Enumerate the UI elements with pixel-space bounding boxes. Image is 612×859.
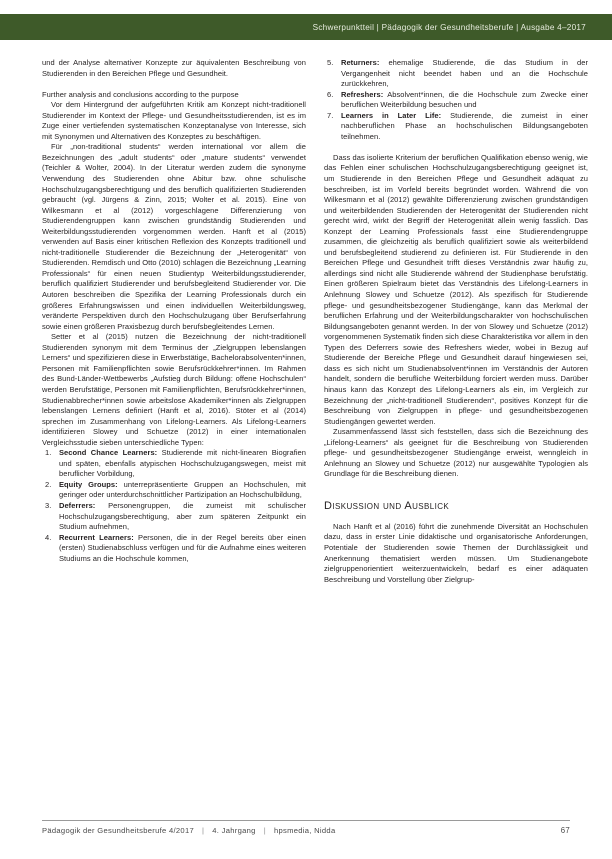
- footer-separator: |: [263, 826, 266, 835]
- list-item-text: unterrepräsentierte Gruppen an Hochschulen, mit geringer oder unterdurchschnittlicher Partizipation an Hochschulbildung,: [59, 479, 306, 500]
- list-item: [324, 111, 588, 143]
- list-item-body: [59, 533, 306, 565]
- paragraph: Für „non-traditional students“ werden international vor allem die Bezeichnungen des „adult students“ oder „mature students“ verwendet (Teichler & Wolter, 2004). In der Literatur werden zudem die synonyme Verwendung des Studierenden ohne Abitur bzw. ohne schulische Hochschulzugangsberechtigung und des beruflich qualifizierten Studierenden gebraucht (vgl. Jürgens & Zinn, 2015; Wolter et al. 2015). Eine von Wilkesmann et al (2012) vorgeschlagene Differenzierung von Studierendengruppen kann zwischen grundständig Studierenden und Weiterbildungsstudierenden vorgenommen werden. Hanft et al (2015) verwenden auf Basis einer kritischen Reflexion des Konzepts traditionell und nicht-traditionelle Studierender die Bezeichnung der „Heterogenität“ von Studierenden. Remdisch und Otto (2010) schlagen die Bezeichnung „Learning Professionals“ für einen neuen Studientyp Weiterbildungsstudierender, beruflich qualifiziert Studierender und berufsbegleitend Studierender vor. Die Autoren beschreiben die Spezifika der Learning Professionals durch ein größeres Erfahrungswissen und einen individuellen Weiterbildungsweg, veränderte Perspektiven durch den Hochschulzugang über Berufserfahrung sowie einen größeren Praxisbezug durch berufsbegleitendes Lernen.: [42, 142, 306, 331]
- list-item-body: [341, 58, 588, 90]
- right-column: [324, 58, 588, 812]
- footer-separator: |: [202, 826, 205, 835]
- list-item: [324, 58, 588, 90]
- list-item-text: Studierende mit nicht-linearen Biografien und späten, ebenfalls atypischen Hochschulzugangswegen, meist mit beruflicher Vorbildung,: [59, 448, 306, 479]
- list-item-number: 3.: [45, 500, 52, 510]
- list-item-lead: Deferrers:: [59, 500, 96, 510]
- list-item-text: ehemalige Studierende, die das Studium in der Vergangenheit nicht beendet haben und an die Hochschule zurückkehren,: [341, 58, 588, 89]
- list-item-lead: Learners in Later Life:: [341, 110, 442, 120]
- paragraph: und der Analyse alternativer Konzepte zur äquivalenten Beschreibung von Studierenden in den Bereichen Pflege und Gesundheit.: [42, 58, 306, 78]
- footer-publisher: hpsmedia, Nidda: [273, 826, 336, 835]
- page-footer: [42, 820, 570, 835]
- list-item-lead: Refreshers:: [341, 89, 384, 99]
- footer-citation: [42, 826, 337, 835]
- footer-journal: Pädagogik der Gesundheitsberufe 4/2017: [42, 826, 194, 835]
- paragraph: Nach Hanft et al (2016) führt die zunehmende Diversität an Hochschulen dazu, dass in erster Linie didaktische und organisatorische Anforderungen, Potentiale der Studierenden sowie Themen der Durchlässigkeit und Anerkennung thematisiert werden müssen. Um Studienangebote zielgruppenorientiert weiterzuentwickeln, bedarf es einer adäquaten Beschreibung und Vorstellung über Zielgrup-: [324, 521, 588, 584]
- footer-rule: [42, 820, 570, 821]
- list-item: [42, 501, 306, 533]
- running-header-band: [0, 14, 612, 40]
- list-item-lead: Recurrent Learners:: [59, 532, 134, 542]
- paragraph: Zusammenfassend lässt sich feststellen, dass sich die Bezeichnung des „Lifelong-Learners“ als geeignet für die Beschreibung von Studierenden pflege- und gesundheitsbezogener Studiengänge erweist, wenngleich in Anlehnung an Slowey und Schuetze (2012) nur ausgewählte Typologien als Grundlage für die Beschreibung dienen.: [324, 427, 588, 479]
- list-item: [42, 448, 306, 480]
- page-number: 67: [560, 826, 570, 835]
- list-item-text: Absolvent*innen, die die Hochschule zum Zwecke einer beruflichen Weiterbildung besuchen und: [341, 89, 588, 110]
- list-item-text: Personen, die in der Regel bereits über einen (ersten) Studienabschluss verfügen und für die Aufnahme eines weiteren Studiums an die Hochschule kommen,: [59, 532, 306, 563]
- list-item-number: 4.: [45, 532, 52, 542]
- paragraph: Dass das isolierte Kriterium der beruflichen Qualifikation ebenso wenig, wie das Fehlen einer schulischen Hochschulzugangsberechtigung geeignet ist, um Studierende in den Bereichen Pflege und Gesundheit adäquat zu beschreiben, ist im Vorfeld bereits begründet worden. Während die von Wilkesmann et al (2012) gewählte Differenzierung zwischen grundständigen und weiterbildenden Studierenden der Heterogenität der Studierenden nicht gerecht wird, wirkt der Begriff der Heterogenität allein wenig fasslich. Das Konzept der Learning Professionals fasst eine Studierendengruppe zusammen, die gleichzeitig als beruflich qualifiziert sowie als weiterbildend und berufsbegleitend studierend zu definieren ist. Für Studierende in den Bereichen Pflege und Gesundheit trifft dieses Verständnis zwar häufig zu, allerdings sind nicht alle Studierende während der Studienphase berufstätig. Einen größeren Spielraum bietet das Verständnis des Lifelong-Learners in Anlehnung Slowey und Schuetze (2012). Als spezifisch für Studierende pflege- und gesundheitsbezogener Studiengänge, kann das Merkmal der beruflichen Erfahrung und der Weiterbildungscharakter von hochschulischen Bildungsangeboten genannt werden. In der von Slowey und Schuetze (2012) vorgenommenen Systematik finden sich diese Charakteristika vor allem in den Typen des Deferrers sowie des Refreshers wieder, wobei in Bezug auf Studierende der Bereiche Pflege und Gesundheit darauf hingewiesen sei, dass es sich nicht um Studienabsolvent*innen im Verständnis der Autoren handelt, sondern die berufliche Weiterbildung forciert werden muss. Darüber hinaus kann das Konzept des Lifelong-Learners als ein, im Vergleich zur Bezeichnung der „nicht-traditionell Studierenden“, positives Konzept für die Beschreibung von Zielgruppen in pflege- und gesundheitsbezogenen Studiengängen gewertet werden.: [324, 152, 588, 426]
- left-column: [42, 58, 306, 812]
- list-item-number: 1.: [45, 448, 52, 458]
- running-header-text: Schwerpunktteil | Pädagogik der Gesundheitsberufe | Ausgabe 4–2017: [312, 22, 586, 32]
- page-body: [0, 40, 612, 812]
- list-item-body: [341, 90, 588, 111]
- footer-row: [42, 826, 570, 835]
- footer-volume: 4. Jahrgang: [212, 826, 256, 835]
- paragraph-spacer: [42, 79, 306, 90]
- list-item-lead: Returners:: [341, 58, 380, 67]
- list-item: [42, 533, 306, 565]
- list-item-body: [59, 501, 306, 533]
- list-item: [324, 90, 588, 111]
- list-item-text: Studierende, die zumeist in einer nachberuflichen Phase an hochschulischen Bildungsangeboten teilnehmen.: [341, 110, 589, 141]
- list-item-number: 6.: [327, 89, 334, 99]
- list-item-number: 7.: [327, 110, 334, 120]
- list-item-number: 5.: [327, 58, 334, 67]
- list-item-body: [59, 448, 306, 480]
- list-item-lead: Equity Groups:: [59, 479, 118, 489]
- typology-list-right: [324, 58, 588, 142]
- two-column-layout: [42, 58, 588, 812]
- list-item: [42, 480, 306, 501]
- list-item-text: Personengruppen, die zumeist mit schulischer Hochschulzugangsberechtigung, aber zum späteren Zeitpunkt ein Studium aufnehmen,: [59, 500, 306, 532]
- paragraph-spacer: [324, 142, 588, 153]
- list-item-number: 2.: [45, 479, 52, 489]
- list-item-body: [59, 480, 306, 501]
- section-heading-spacer-top: [324, 480, 588, 500]
- typology-list-left: [42, 448, 306, 564]
- section-heading-diskussion-und-ausblick: Diskussion und Ausblick: [324, 499, 450, 512]
- running-head-english: Further analysis and conclusions according to the purpose: [42, 89, 239, 99]
- paragraph: Setter et al (2015) nutzen die Bezeichnung der nicht-traditionell Studierenden synonym mit dem Terminus der „Zielgruppen lebenslangen Lerners“ und spezifizieren diese in Erwerbstätige, Bachelorabsolventen*innen, Personen mit Familienpflichten sowie Berufsrückkehrer*innen. Im Rahmen des Bund-Länder-Wettbewerbs „Aufstieg durch Bildung: offene Hochschulen“ werden Berufstätige, Personen mit Familienpflichten, Berufsrückkehrer*innen, Studienabbrecher*innen sowie arbeitslose Akademiker*innen als Zielgruppen lebenslangen Lernens definiert (Hanft et al, 2016). Stöter et al (2014) sprechen im Zusammenhang von Lifelong-Learners. Als Lifelong-Learners identifizieren Slowey und Schuetze (2012) in einer internationalen Vergleichsstudie sieben unterschiedliche Typen:: [42, 332, 306, 447]
- paragraph: Vor dem Hintergrund der aufgeführten Kritik am Konzept nicht-traditionell Studierender im Kontext der Pflege- und Gesundheitsstudierenden, ist es im Zuge einer vertiefenden systematischen Konzeptanalyse von Interesse, sich mit Synonymen und Alternativen des Konzeptes zu beschäftigen.: [42, 100, 306, 141]
- list-item-body: [341, 111, 588, 143]
- section-heading-spacer-bottom: [324, 513, 588, 522]
- list-item-lead: Second Chance Learners:: [59, 448, 158, 458]
